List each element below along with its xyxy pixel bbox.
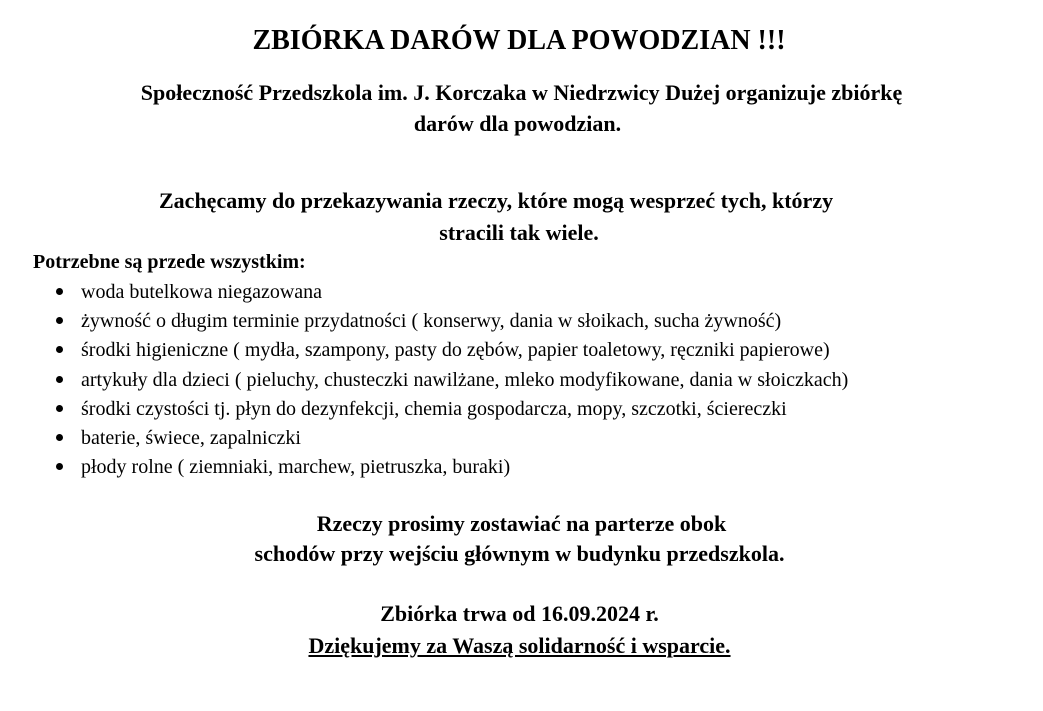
thanks-line: Dziękujemy za Waszą solidarność i wsparcie. [308, 633, 731, 658]
closing-line-2: schodów przy wejściu głównym w budynku przedszkola. [254, 541, 785, 566]
bullet-icon [56, 288, 63, 295]
intro-line-1: Społeczność Przedszkola im. J. Korczaka w Niedrzwicy Dużej organizuje zbiórkę [140, 80, 903, 105]
needs-heading: Potrzebne są przede wszystkim: [33, 251, 306, 273]
encourage-line-1: Zachęcamy do przekazywania rzeczy, które mogą wesprzeć tych, którzy [159, 188, 834, 213]
bullet-icon [56, 376, 63, 383]
bullet-icon [56, 405, 63, 412]
list-item-text: środki czystości tj. płyn do dezynfekcji, chemia gospodarcza, mopy, szczotki, ściereczki [81, 397, 787, 420]
bullet-icon [56, 434, 63, 441]
list-item-text: baterie, świece, zapalniczki [81, 426, 301, 449]
list-item-text: płody rolne ( ziemniaki, marchew, pietruszka, buraki) [81, 456, 511, 479]
intro-line-2: darów dla powodzian. [413, 111, 622, 136]
document-title: ZBIÓRKA DARÓW DLA POWODZIAN !!! [252, 25, 786, 56]
list-item-text: woda butelkowa niegazowana [81, 281, 323, 303]
list-item-text: żywność o długim terminie przydatności ( konserwy, dania w słoikach, sucha żywność) [81, 310, 782, 333]
list-item-text: artykuły dla dzieci ( pieluchy, chusteczki nawilżane, mleko modyfikowane, dania w słoiczkach) [81, 368, 849, 391]
bullet-icon [56, 317, 63, 324]
duration-line: Zbiórka trwa od 16.09.2024 r. [380, 601, 659, 626]
bullet-icon [56, 463, 63, 470]
encourage-line-2: stracili tak wiele. [439, 220, 599, 245]
list-item-text: środki higieniczne ( mydła, szampony, pasty do zębów, papier toaletowy, ręczniki papierowe) [81, 339, 830, 362]
bullet-icon [56, 346, 63, 353]
closing-line-1: Rzeczy prosimy zostawiać na parterze obok [316, 511, 727, 536]
